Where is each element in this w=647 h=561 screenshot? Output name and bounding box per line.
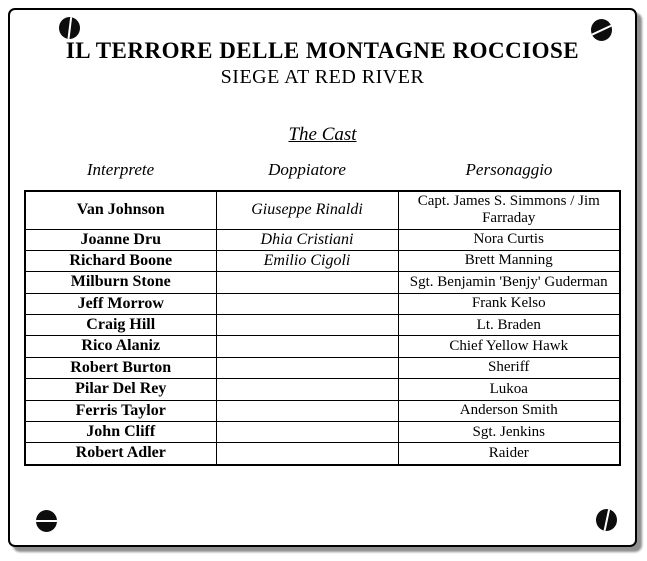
cast-cell-doppiatore	[216, 443, 398, 465]
cast-cell-personaggio: Frank Kelso	[398, 293, 620, 314]
cast-cell-doppiatore	[216, 379, 398, 400]
cast-cell-interprete: Ferris Taylor	[25, 400, 216, 421]
screw-icon	[59, 17, 80, 39]
cast-table-row	[25, 191, 620, 229]
cast-cell-doppiatore	[216, 400, 398, 421]
cast-cell-doppiatore: Giuseppe Rinaldi	[216, 191, 398, 229]
cast-cell-doppiatore	[216, 357, 398, 378]
screw-slit	[603, 509, 610, 531]
cast-table-row	[25, 293, 620, 314]
cast-cell-personaggio: Nora Curtis	[398, 229, 620, 250]
cast-table-row	[25, 229, 620, 250]
cast-section-heading	[10, 123, 635, 146]
screw-icon	[596, 509, 617, 531]
cast-cell-interprete: Rico Alaniz	[25, 336, 216, 357]
cast-cell-personaggio: Capt. James S. Simmons / Jim Farraday	[398, 191, 620, 229]
cast-table-row	[25, 400, 620, 421]
cast-cell-personaggio: Sgt. Benjamin 'Benjy' Guderman	[398, 272, 620, 293]
cast-cell-doppiatore	[216, 293, 398, 314]
screw-icon	[591, 19, 612, 41]
cast-table-row	[25, 336, 620, 357]
screw-slit	[36, 520, 57, 522]
cast-cell-personaggio: Lukoa	[398, 379, 620, 400]
cast-table-row	[25, 379, 620, 400]
cast-cell-personaggio: Anderson Smith	[398, 400, 620, 421]
cast-cell-doppiatore	[216, 422, 398, 443]
cast-cell-interprete: Richard Boone	[25, 250, 216, 271]
cast-cell-interprete: John Cliff	[25, 422, 216, 443]
cast-cell-interprete: Joanne Dru	[25, 229, 216, 250]
cast-table-body	[25, 191, 620, 465]
cast-cell-interprete: Robert Burton	[25, 357, 216, 378]
cast-cell-interprete: Robert Adler	[25, 443, 216, 465]
cast-cell-personaggio: Chief Yellow Hawk	[398, 336, 620, 357]
cast-table-row	[25, 357, 620, 378]
screw-slit	[591, 24, 612, 36]
cast-column-headers	[25, 159, 620, 180]
cast-cell-personaggio: Raider	[398, 443, 620, 465]
column-header-doppiatore: Doppiatore	[268, 160, 346, 179]
cast-section-heading-text: The Cast	[288, 124, 357, 145]
page-subtitle: SIEGE AT RED RIVER	[220, 66, 425, 88]
cast-table-row	[25, 422, 620, 443]
column-header-personaggio: Personaggio	[465, 160, 553, 179]
cast-cell-doppiatore	[216, 336, 398, 357]
cast-cell-personaggio: Brett Manning	[398, 250, 620, 271]
cast-cell-personaggio: Sheriff	[398, 357, 620, 378]
plaque-panel	[8, 8, 637, 547]
cast-table-row	[25, 443, 620, 465]
cast-cell-interprete: Jeff Morrow	[25, 293, 216, 314]
screw-icon	[36, 510, 57, 532]
column-header-interprete: Interprete	[86, 160, 155, 179]
cast-cell-doppiatore: Dhia Cristiani	[216, 229, 398, 250]
cast-table-row	[25, 250, 620, 271]
screw-slit	[67, 17, 72, 39]
cast-cell-interprete: Milburn Stone	[25, 272, 216, 293]
cast-cell-interprete: Craig Hill	[25, 315, 216, 336]
cast-cell-interprete: Pilar Del Rey	[25, 379, 216, 400]
cast-cell-interprete: Van Johnson	[25, 191, 216, 229]
cast-table-row	[25, 272, 620, 293]
cast-table-row	[25, 315, 620, 336]
cast-cell-doppiatore	[216, 272, 398, 293]
cast-cell-doppiatore	[216, 315, 398, 336]
cast-cell-doppiatore: Emilio Cigoli	[216, 250, 398, 271]
cast-cell-personaggio: Lt. Braden	[398, 315, 620, 336]
cast-cell-personaggio: Sgt. Jenkins	[398, 422, 620, 443]
page-title: IL TERRORE DELLE MONTAGNE ROCCIOSE	[65, 38, 580, 63]
cast-table	[24, 190, 621, 466]
